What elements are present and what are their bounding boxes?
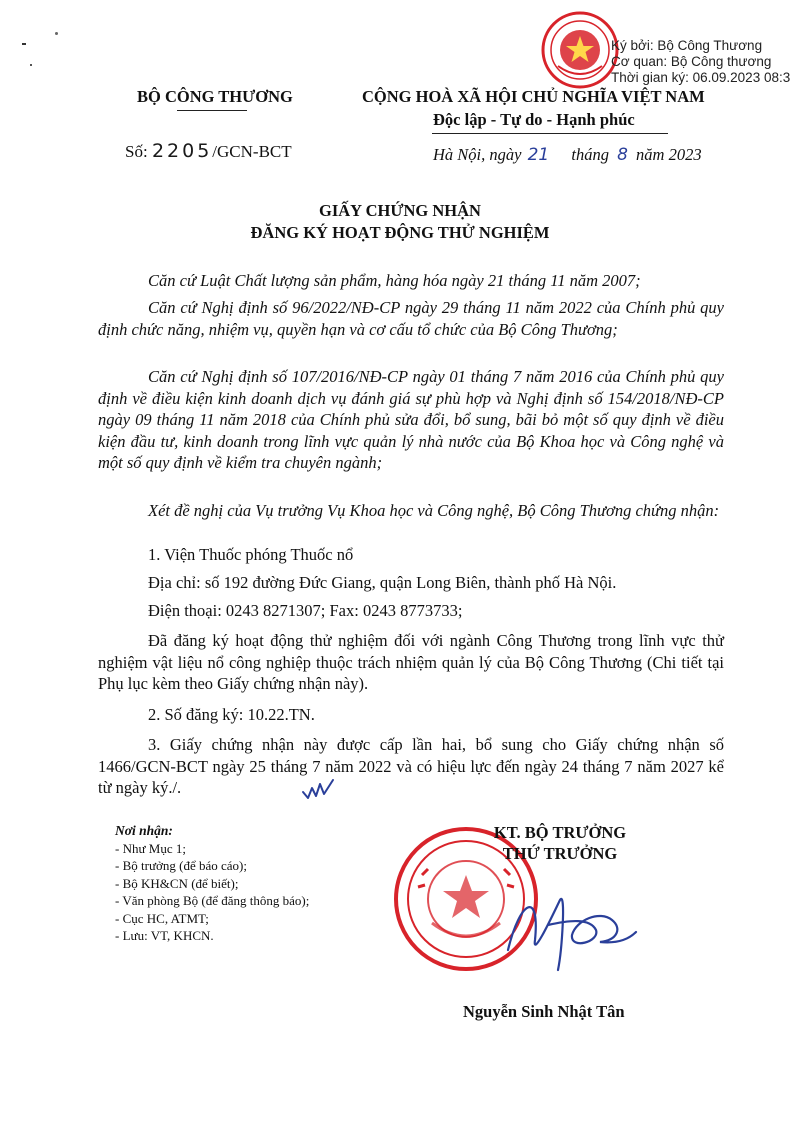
ministry-name: BỘ CÔNG THƯƠNG — [137, 87, 293, 106]
item-1-institute: 1. Viện Thuốc phóng Thuốc nổ — [148, 545, 354, 564]
recipient-item: - Văn phòng Bộ (để đăng thông báo); — [115, 893, 310, 908]
item-3-validity: 3. Giấy chứng nhận này được cấp lần hai, bổ sung cho Giấy chứng nhận số 1466/GCN-BCT ngày 25 tháng 7 năm 2022 và có hiệu lực đến ngày 24 tháng 7 năm 2027 kể từ ngày ký./. — [98, 735, 724, 797]
legal-basis-1: Căn cứ Luật Chất lượng sản phẩm, hàng hóa ngày 21 tháng 11 năm 2007; — [148, 271, 641, 290]
digital-signature-info — [611, 38, 800, 86]
country-name: CỘNG HOÀ XÃ HỘI CHỦ NGHĨA VIỆT NAM — [362, 87, 705, 106]
signer-role-1: KT. BỘ TRƯỞNG — [493, 823, 627, 842]
handwritten-day: 21 — [527, 145, 550, 165]
date-place: Hà Nội, ngày — [433, 145, 522, 164]
number-suffix: /GCN-BCT — [212, 142, 292, 161]
scan-speck — [55, 32, 58, 35]
handwritten-signature-icon — [500, 880, 640, 980]
number-prefix: Số: — [125, 142, 148, 161]
signed-by: Ký bởi: Bộ Công Thương — [611, 38, 763, 53]
legal-basis-4: Xét đề nghị của Vụ trưởng Vụ Khoa học và Công nghệ, Bộ Công Thương chứng nhận: — [148, 501, 720, 520]
recipient-item: - Lưu: VT, KHCN. — [115, 928, 214, 943]
recipient-item: - Bộ KH&CN (để biết); — [115, 875, 239, 891]
scan-speck — [30, 64, 32, 66]
date-month-word: tháng — [571, 145, 609, 164]
scan-speck — [22, 43, 26, 45]
recipient-item: - Bộ trưởng (để báo cáo); — [115, 858, 247, 873]
recipients-block — [115, 822, 309, 945]
signer-role-2: THỨ TRƯỞNG — [502, 844, 618, 863]
motto-underline — [432, 133, 668, 134]
title-line-2: ĐĂNG KÝ HOẠT ĐỘNG THỬ NGHIỆM — [250, 223, 550, 242]
handwritten-tick-icon — [300, 776, 336, 804]
issue-date — [433, 145, 702, 165]
title-line-1: GIẤY CHỨNG NHẬN — [319, 201, 481, 220]
legal-basis-3: Căn cứ Nghị định số 107/2016/NĐ-CP ngày 01 tháng 7 năm 2016 của Chính phủ quy định về điều kiện kinh doanh dịch vụ đánh giá sự phù hợp và Nghị định số 154/2018/NĐ-CP ngày 09 tháng 11 năm 2018 của Chính phủ sửa đổi, bổ sung, bãi bỏ một số quy định về điều kiện đầu tư, kinh doanh trong lĩnh vực quản lý nhà nước của Bộ Khoa học và Công nghệ và một số quy định về kiểm tra chuyên ngành; — [98, 367, 724, 472]
registration-scope: Đã đăng ký hoạt động thử nghiệm đối với ngành Công Thương trong lĩnh vực thử nghiệm vật liệu nổ công nghiệp thuộc trách nhiệm quản lý của Bộ Công Thương (Chi tiết tại Phụ lục kèm theo Giấy chứng nhận này). — [98, 631, 724, 693]
institute-address: Địa chỉ: số 192 đường Đức Giang, quận Long Biên, thành phố Hà Nội. — [148, 573, 617, 592]
institute-phone: Điện thoại: 0243 8271307; Fax: 0243 8773733; — [148, 601, 463, 620]
legal-basis-2: Căn cứ Nghị định số 96/2022/NĐ-CP ngày 29 tháng 11 năm 2022 của Chính phủ quy định chức năng, nhiệm vụ, quyền hạn và cơ cấu tổ chức của Bộ Công Thương; — [98, 298, 724, 339]
signer-name: Nguyễn Sinh Nhật Tân — [463, 1002, 625, 1021]
date-year: năm 2023 — [636, 145, 702, 164]
digital-seal-icon — [540, 10, 620, 90]
handwritten-number: 2205 — [151, 140, 213, 162]
ministry-underline — [177, 110, 247, 111]
signing-agency: Cơ quan: Bộ Công thương — [611, 54, 772, 69]
recipient-item: - Như Mục 1; — [115, 840, 186, 856]
national-motto: Độc lập - Tự do - Hạnh phúc — [433, 110, 635, 129]
item-2-registration-number: 2. Số đăng ký: 10.22.TN. — [148, 705, 315, 724]
signing-time: Thời gian ký: 06.09.2023 08:3 — [611, 70, 791, 85]
document-title — [0, 200, 800, 244]
document-number — [125, 140, 292, 162]
handwritten-month: 8 — [617, 145, 628, 165]
recipient-item: - Cục HC, ATMT; — [115, 910, 209, 926]
signer-title — [460, 822, 660, 864]
recipients-heading: Nơi nhận: — [115, 823, 173, 838]
